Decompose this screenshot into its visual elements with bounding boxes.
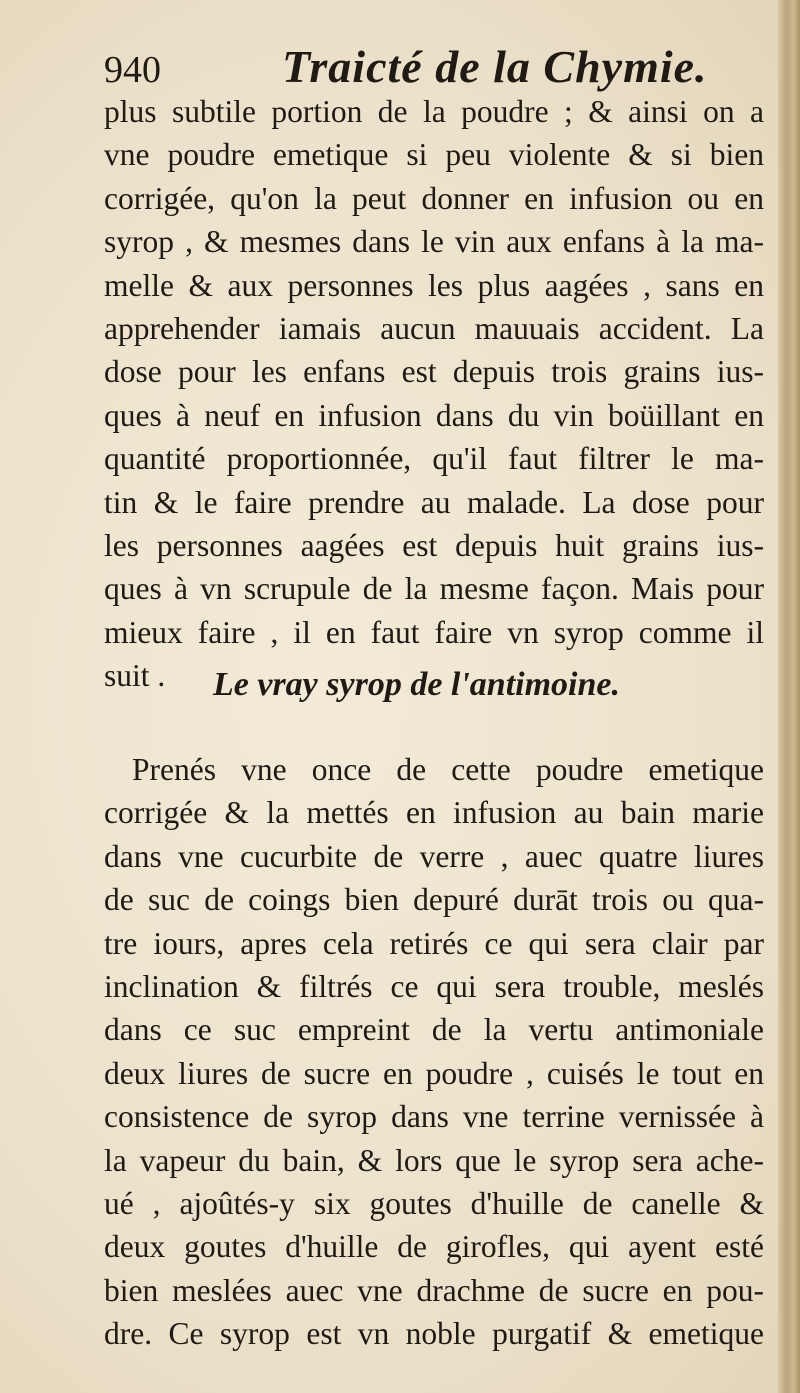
page-number: 940 xyxy=(104,49,161,91)
text-line: la vapeur du bain, & lors que le syrop sera ache- xyxy=(104,1142,764,1178)
text-line: corrigée & la mettés en infusion au bain marie xyxy=(104,795,764,831)
text-line: dans ce suc empreint de la vertu antimoniale xyxy=(104,1012,764,1048)
text-line: les personnes aagées est depuis huit grains ius- xyxy=(104,527,764,563)
text-line: bien meslées auec vne drachme de sucre en pou- xyxy=(104,1272,764,1308)
text-line: inclination & filtrés ce qui sera trouble, meslés xyxy=(104,968,764,1004)
text-line: dose pour les enfans est depuis trois grains ius- xyxy=(104,354,764,390)
text-line: melle & aux personnes les plus aagées , sans en xyxy=(104,267,764,303)
text-line: apprehender iamais aucun mauuais accident. La xyxy=(104,310,764,346)
text-line: dans vne cucurbite de verre , auec quatre liures xyxy=(104,838,764,874)
text-line: dre. Ce syrop est vn noble purgatif & emetique xyxy=(104,1316,764,1352)
text-line: de suc de coings bien depuré durāt trois ou qua- xyxy=(104,882,764,918)
page-header xyxy=(104,36,764,92)
text-line: deux liures de sucre en poudre , cuisés le tout en xyxy=(104,1055,764,1091)
running-title: Traicté de la Chymie. xyxy=(282,41,708,92)
text-line: deux goutes d'huille de girofles, qui ayent esté xyxy=(104,1229,764,1265)
paragraph-2 xyxy=(104,748,764,1355)
text-line: ué , ajoûtés-y six goutes d'huille de canelle & xyxy=(104,1185,764,1221)
text-line: vne poudre emetique si peu violente & si bien xyxy=(104,137,764,173)
text-line: quantité proportionnée, qu'il faut filtrer le ma- xyxy=(104,441,764,477)
text-line: plus subtile portion de la poudre ; & ainsi on a xyxy=(104,94,764,129)
text-line: tin & le faire prendre au malade. La dose pour xyxy=(104,484,764,520)
text-line: Prenés vne once de cette poudre emetique xyxy=(132,752,764,787)
text-line: consistence de syrop dans vne terrine vernissée à xyxy=(104,1099,764,1135)
text-line: ques à neuf en infusion dans du vin boüillant en xyxy=(104,397,764,433)
section-title: Le vray syrop de l'antimoine. xyxy=(213,666,621,703)
text-line: ques à vn scrupule de la mesme façon. Mais pour xyxy=(104,571,764,607)
text-line: corrigée, qu'on la peut donner en infusion ou en xyxy=(104,180,764,216)
text-line: syrop , & mesmes dans le vin aux enfans à la ma- xyxy=(104,224,764,260)
page-gutter xyxy=(778,0,800,1393)
text-line: mieux faire , il en faut faire vn syrop comme il xyxy=(104,614,764,650)
paragraph-1 xyxy=(104,90,764,697)
text-line: tre iours, apres cela retirés ce qui sera clair par xyxy=(104,925,764,961)
text-line: suit . xyxy=(104,658,166,694)
